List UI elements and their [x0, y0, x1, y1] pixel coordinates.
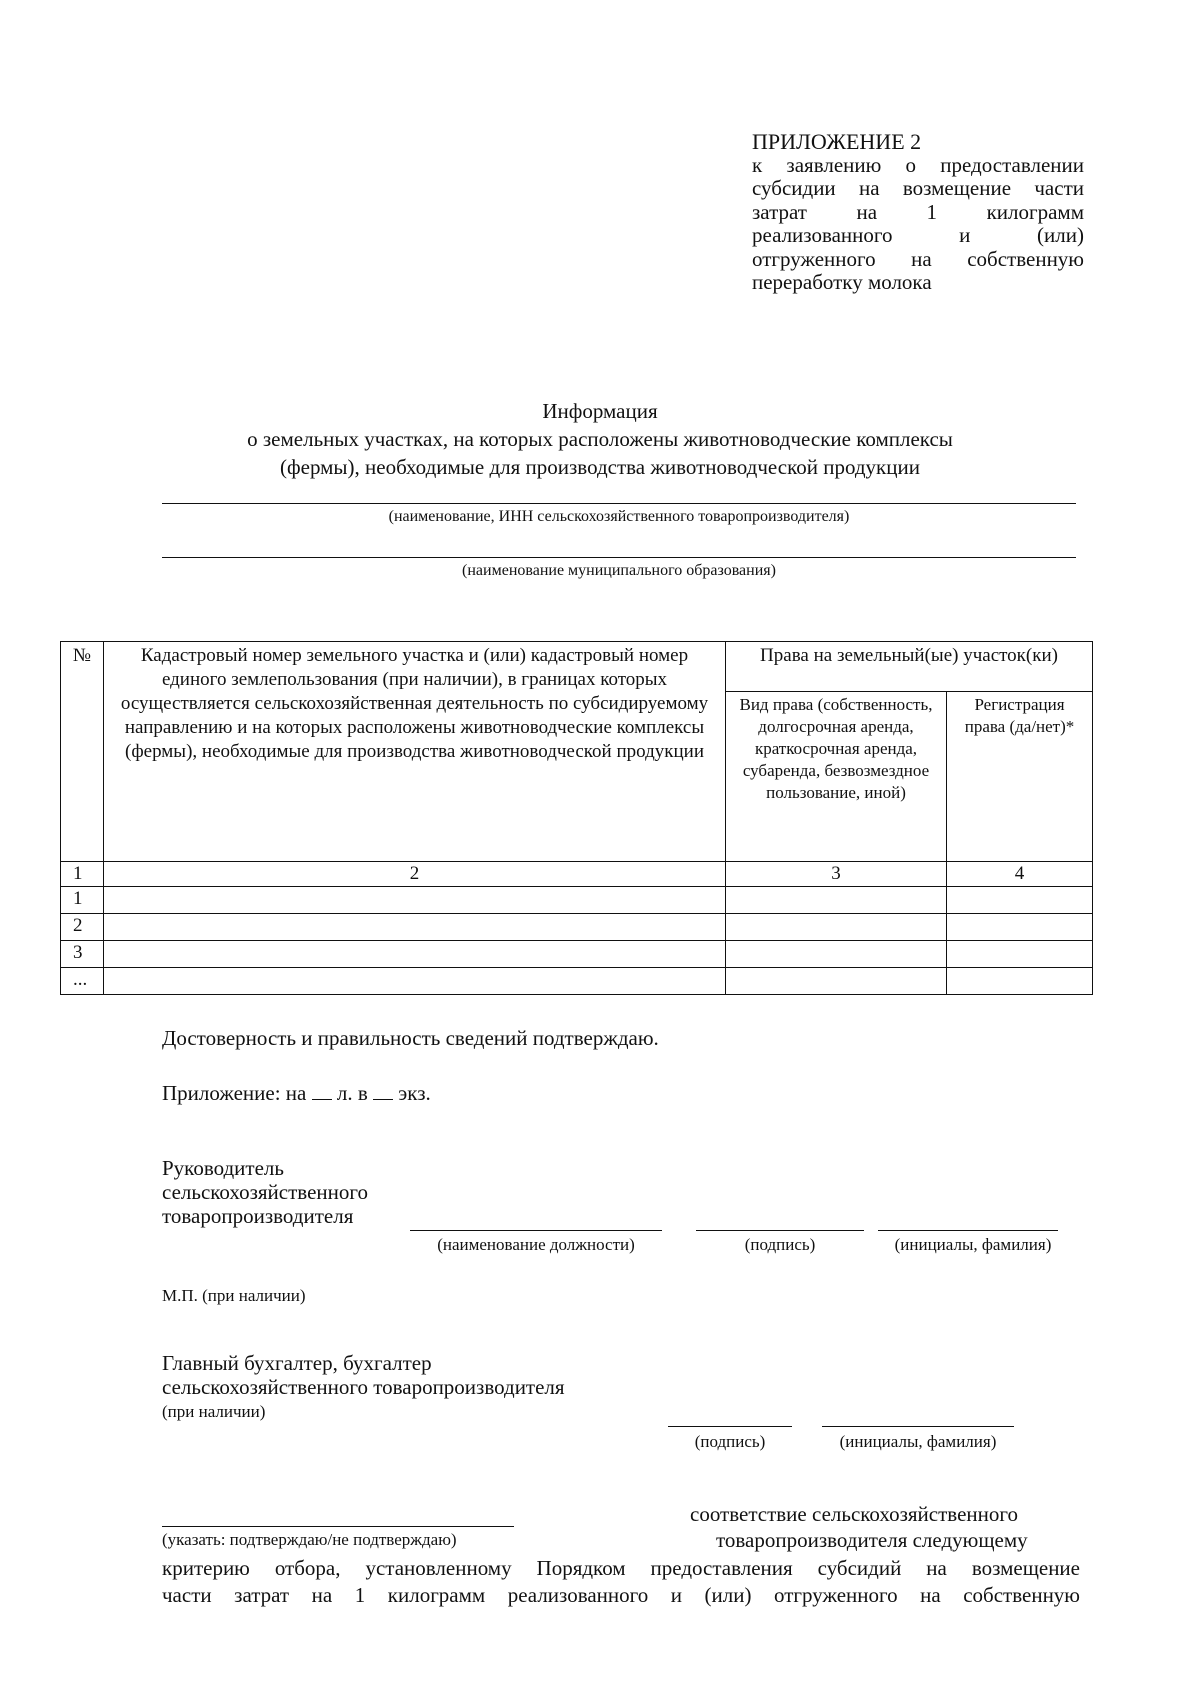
column-number: 2 [104, 862, 726, 887]
head-signature-line[interactable] [696, 1230, 864, 1231]
attachment-suffix: экз. [398, 1081, 431, 1105]
table-row [61, 887, 1093, 914]
municipality-fill-line[interactable] [162, 557, 1076, 558]
land-plots-table [60, 641, 1093, 995]
row-number: 3 [61, 941, 104, 968]
sheets-count-blank[interactable] [312, 1081, 332, 1100]
accountant-title [162, 1351, 565, 1399]
table-row [61, 914, 1093, 941]
accountant-note: (при наличии) [162, 1402, 266, 1421]
right-type-cell[interactable] [726, 887, 947, 914]
appendix-line: отгруженного на собственную [752, 246, 1084, 271]
head-initials-caption: (инициалы, фамилия) [894, 1235, 1052, 1254]
attachment-prefix: Приложение: на [162, 1081, 307, 1105]
appendix-line: затрат на 1 килограмм [752, 199, 1084, 224]
municipality-caption: (наименование муниципального образования) [462, 562, 776, 579]
compliance-text-line4: части затрат на 1 килограмм реализованного и (или) отгруженного на собственную [162, 1583, 1080, 1607]
row-number: ... [61, 968, 104, 995]
appendix-line: к заявлению о предоставлении [752, 152, 1084, 177]
producer-fill-line[interactable] [162, 503, 1076, 504]
row-number: 1 [61, 887, 104, 914]
row-number: 2 [61, 914, 104, 941]
accountant-initials-line[interactable] [822, 1426, 1014, 1427]
head-title-line: сельскохозяйственного [162, 1180, 368, 1204]
head-title-line: товаропроизводителя [162, 1204, 354, 1228]
right-type-cell[interactable] [726, 968, 947, 995]
header-right-type: Вид права (собственность, долгосрочная аренда, краткосрочная аренда, субаренда, безвозмездное пользование, иной) [726, 692, 947, 862]
attachment-line [162, 1081, 431, 1106]
accountant-title-line: Главный бухгалтер, бухгалтер [162, 1351, 432, 1375]
cadastral-number-cell[interactable] [104, 914, 726, 941]
header-land-rights: Права на земельный(ые) участок(ки) [726, 642, 1093, 692]
producer-caption: (наименование, ИНН сельскохозяйственного товаропроизводителя) [388, 508, 850, 525]
document-subtitle-line1: о земельных участках, на которых расположены животноводческие комплексы [247, 427, 953, 451]
compliance-text-line3: критерию отбора, установленному Порядком предоставления субсидий на возмещение [162, 1556, 1080, 1580]
column-numbers-row [61, 862, 1093, 887]
column-number: 3 [726, 862, 947, 887]
compliance-text-right1: соответствие сельскохозяйственного [690, 1502, 1018, 1526]
cadastral-number-cell[interactable] [104, 887, 726, 914]
compliance-fill-line[interactable] [162, 1526, 514, 1527]
cadastral-number-cell[interactable] [104, 968, 726, 995]
head-title [162, 1156, 368, 1228]
head-initials-line[interactable] [878, 1230, 1058, 1231]
accountant-initials-caption: (инициалы, фамилия) [839, 1432, 997, 1451]
head-signature-caption: (подпись) [744, 1235, 816, 1254]
appendix-title: ПРИЛОЖЕНИЕ 2 [752, 129, 922, 154]
head-position-caption: (наименование должности) [437, 1235, 635, 1254]
right-type-cell[interactable] [726, 914, 947, 941]
appendix-line: реализованного и (или) [752, 223, 1084, 247]
stamp-note: М.П. (при наличии) [162, 1286, 306, 1305]
column-number: 4 [947, 862, 1093, 887]
accountant-signature-caption: (подпись) [694, 1432, 766, 1451]
registration-cell[interactable] [947, 887, 1093, 914]
document-title: Информация [542, 399, 658, 423]
appendix-line: переработку молока [752, 270, 932, 294]
accountant-title-line: сельскохозяйственного товаропроизводителя [162, 1375, 565, 1399]
header-number: № [61, 642, 104, 862]
attachment-middle: л. в [336, 1081, 368, 1105]
appendix-line: субсидии на возмещение части [752, 176, 1084, 200]
compliance-text-right2: товаропроизводителя следующему [716, 1528, 1028, 1552]
column-number: 1 [61, 862, 104, 887]
header-cadastral-number: Кадастровый номер земельного участка и (или) кадастровый номер единого землепользования (при наличии), в границах которых осуществляется сельскохозяйственная деятельность по субсидируемому направлению и на которых расположены животноводческие комплексы (фермы), необходимые для производства животноводческой продукции [104, 642, 726, 862]
appendix-header [752, 130, 1084, 295]
table-row [61, 941, 1093, 968]
confirmation-text: Достоверность и правильность сведений подтверждаю. [162, 1026, 659, 1050]
document-subtitle-line2: (фермы), необходимые для производства животноводческой продукции [280, 455, 920, 479]
registration-cell[interactable] [947, 914, 1093, 941]
head-position-line[interactable] [410, 1230, 662, 1231]
registration-cell[interactable] [947, 968, 1093, 995]
right-type-cell[interactable] [726, 941, 947, 968]
table-row [61, 968, 1093, 995]
accountant-signature-line[interactable] [668, 1426, 792, 1427]
copies-count-blank[interactable] [373, 1081, 393, 1100]
header-registration: Регистрация права (да/нет)* [947, 692, 1093, 862]
compliance-caption: (указать: подтверждаю/не подтверждаю) [162, 1530, 457, 1549]
head-title-line: Руководитель [162, 1156, 284, 1180]
cadastral-number-cell[interactable] [104, 941, 726, 968]
registration-cell[interactable] [947, 941, 1093, 968]
